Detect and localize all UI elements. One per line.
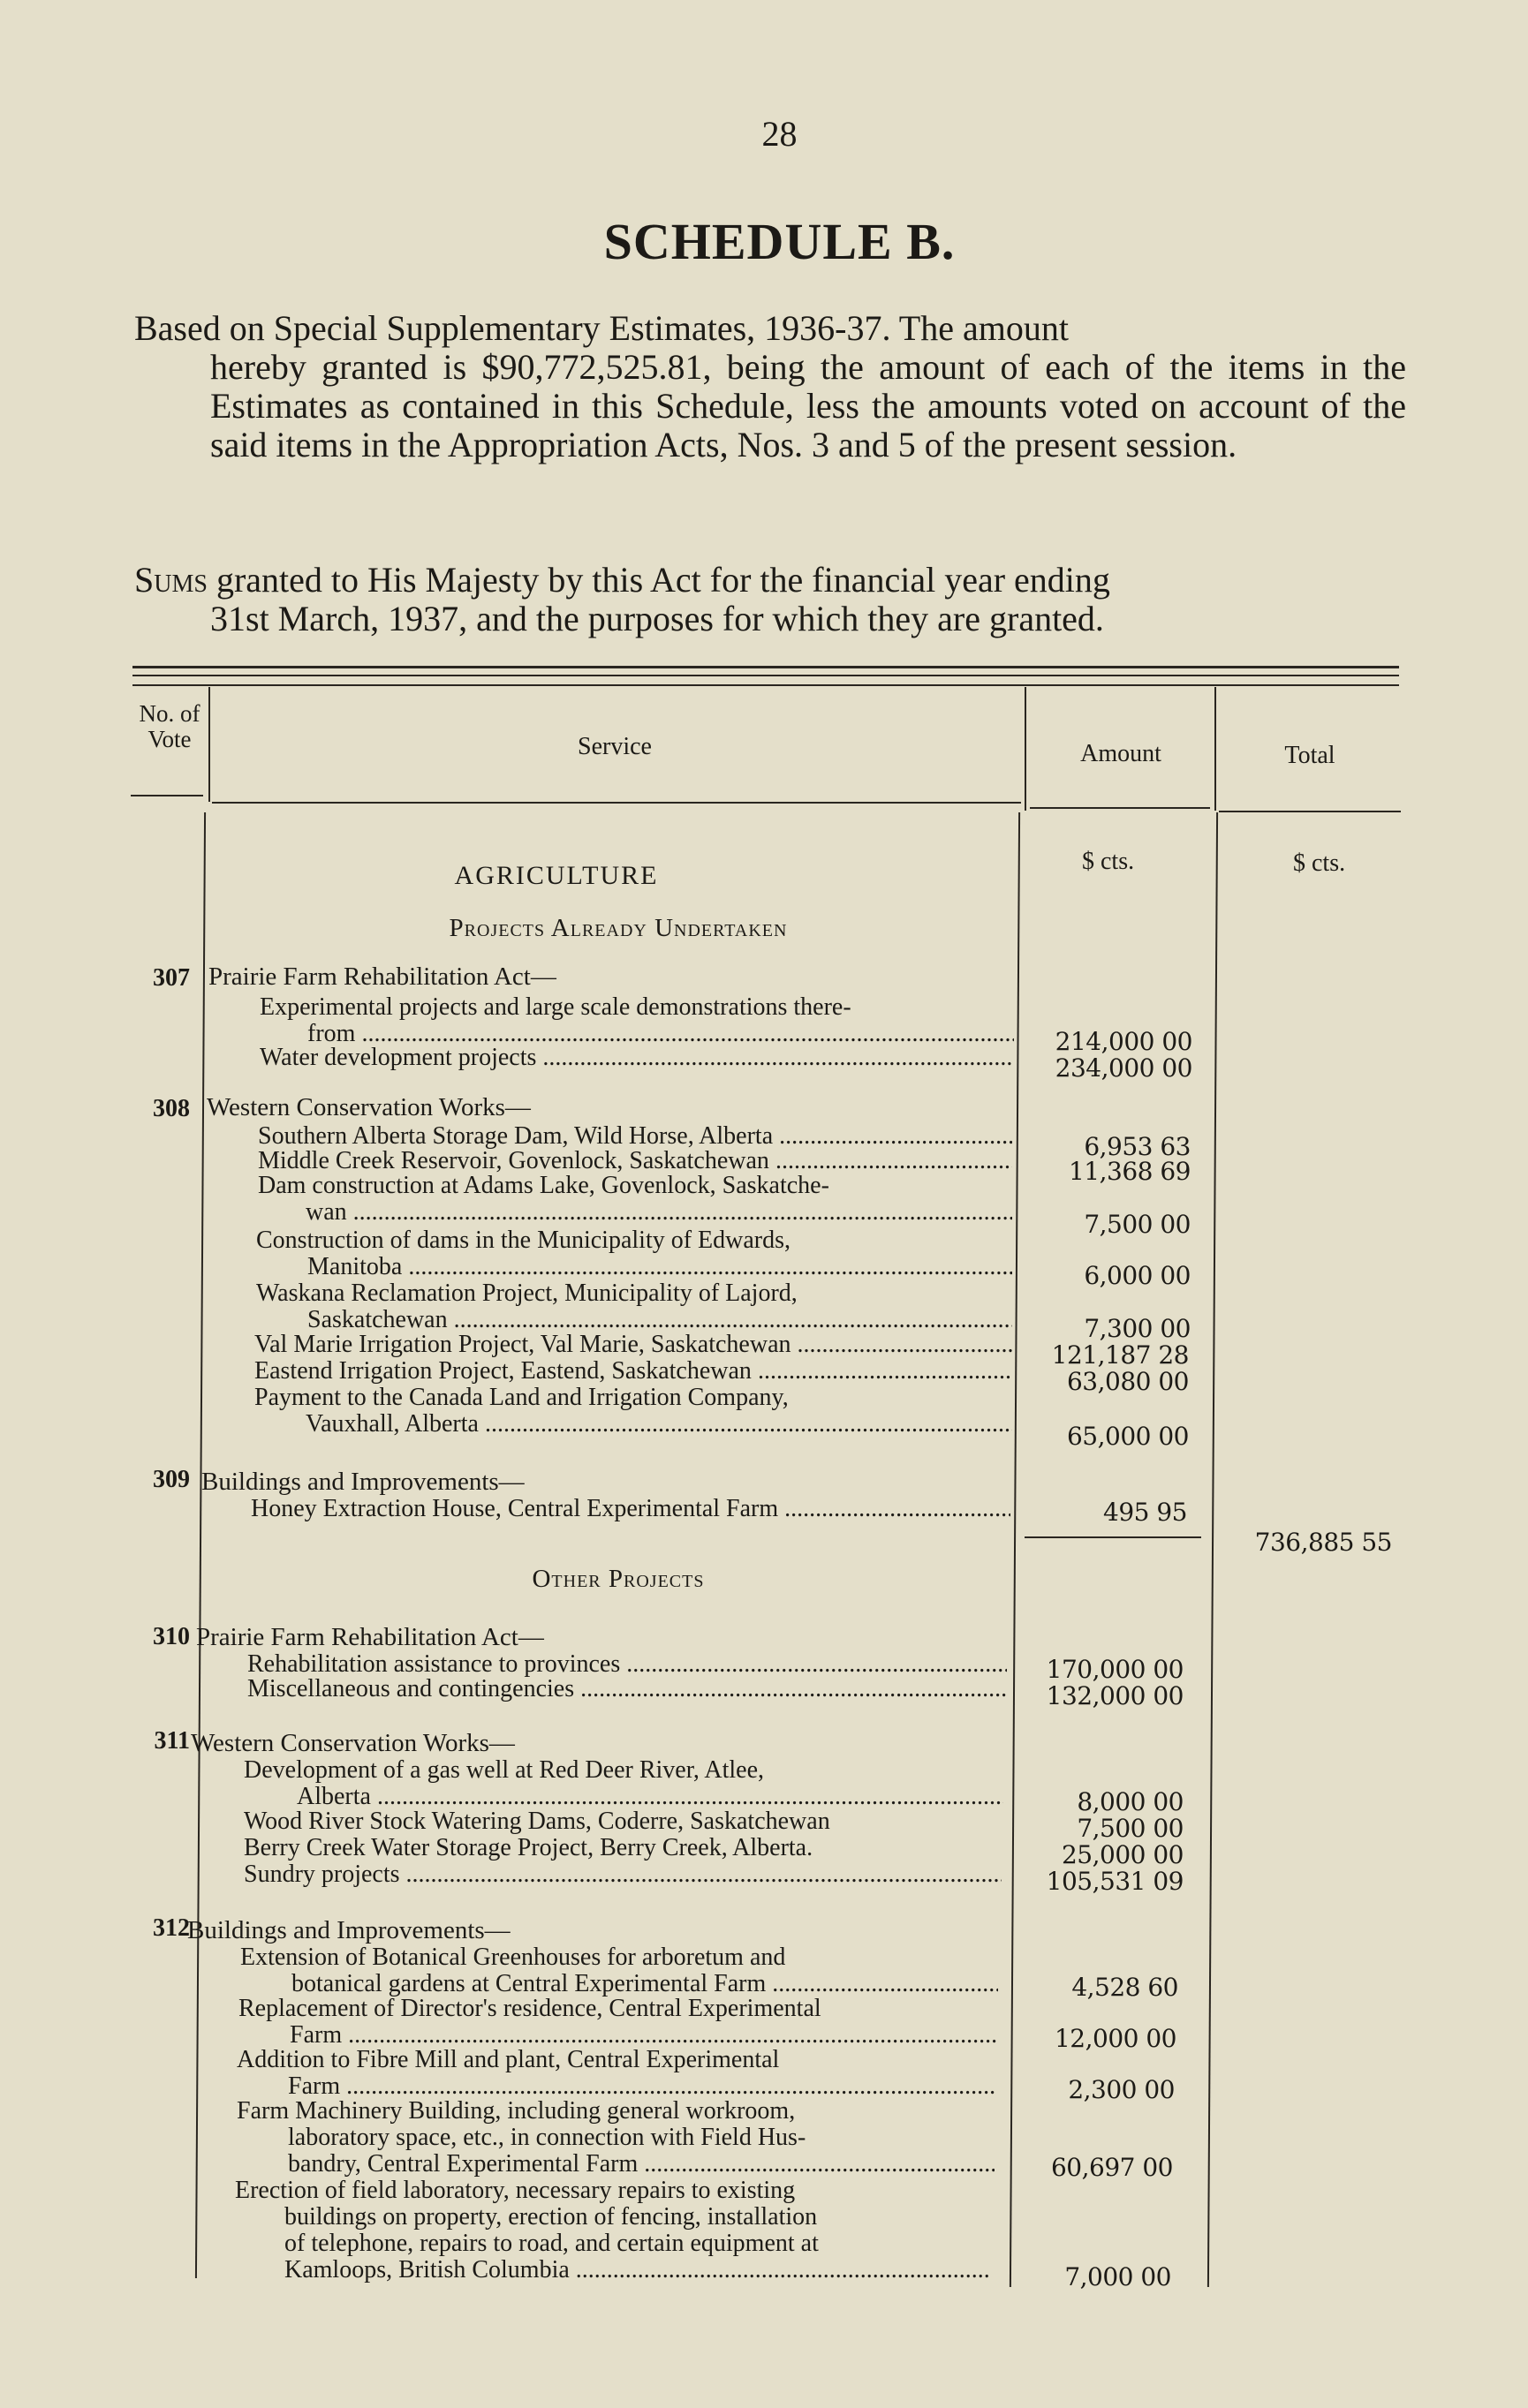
- vote-column-header: No. of Vote: [139, 700, 200, 752]
- item-amount: 11,368 69: [1068, 1157, 1191, 1186]
- item-text: Dam construction at Adams Lake, Govenlock, Saskatche-: [258, 1172, 829, 1199]
- item-amount: 6,000 00: [1084, 1261, 1191, 1290]
- vote-heading: Prairie Farm Rehabilitation Act—: [196, 1623, 544, 1651]
- subtotal-rule: [1025, 1536, 1201, 1538]
- item-amount: 170,000 00: [1046, 1655, 1184, 1684]
- vote-number: 307: [153, 964, 190, 992]
- list-item: [251, 1496, 1010, 1522]
- vote-heading: Buildings and Improvements—: [201, 1468, 525, 1496]
- table-top-rule: [132, 666, 1399, 668]
- item-amount: 7,500 00: [1077, 1814, 1184, 1843]
- item-amount: 60,697 00: [1050, 2153, 1173, 2182]
- item-amount: 214,000 00: [1055, 1027, 1192, 1056]
- table-top-rule-3: [132, 684, 1399, 686]
- item-text: Water development projects .....: [260, 1045, 1014, 1071]
- item-text-cont: Farm .....: [288, 2073, 995, 2100]
- item-text: Experimental projects and large scale demonstrations there-: [260, 993, 851, 1021]
- list-item: [237, 2098, 996, 2178]
- list-item: [244, 1861, 1003, 1888]
- intro-paragraph: [134, 309, 1406, 464]
- item-amount: 4,528 60: [1071, 1973, 1178, 2002]
- header-underline-vote: [131, 795, 203, 796]
- item-text-cont: Manitoba .....: [307, 1254, 1012, 1280]
- item-amount: 65,000 00: [1066, 1422, 1189, 1451]
- list-item: [260, 1045, 1019, 1071]
- list-item: [244, 1757, 1003, 1810]
- item-text: Development of a gas well at Red Deer River, Atlee,: [244, 1756, 765, 1784]
- list-item: [256, 1280, 1016, 1333]
- list-item: [254, 1358, 1014, 1385]
- list-item: [237, 2047, 996, 2100]
- item-text-cont: buildings on property, erection of fencing, installation: [284, 2203, 818, 2231]
- list-item: [254, 1332, 1014, 1358]
- item-amount: 7,300 00: [1084, 1314, 1191, 1343]
- list-item: [247, 1676, 1007, 1702]
- item-text-cont: botanical gardens at Central Experimental Farm .....: [291, 1971, 998, 1997]
- list-item: [238, 1996, 998, 2049]
- item-text: Rehabilitation assistance to provinces .....: [247, 1651, 1007, 1678]
- vote-number: 311: [154, 1727, 190, 1755]
- subsection-heading-1: Projects Already Undertaken: [449, 914, 788, 942]
- section-heading: AGRICULTURE: [454, 861, 659, 890]
- amount-column-header: Amount: [1080, 740, 1161, 767]
- header-underline-amount: [1030, 807, 1210, 809]
- item-text-cont: Kamloops, British Columbia .....: [284, 2257, 991, 2283]
- item-amount: 7,000 00: [1064, 2262, 1171, 2291]
- item-text-cont: Farm .....: [290, 2022, 996, 2049]
- list-item: [235, 2178, 995, 2283]
- list-item: [256, 1227, 1016, 1280]
- subsection-heading-2: Other Projects: [532, 1565, 705, 1593]
- item-text-cont: wan .....: [306, 1199, 1012, 1226]
- item-text: Miscellaneous and contingencies .....: [247, 1676, 1007, 1702]
- vote-heading: Western Conservation Works—: [207, 1093, 531, 1121]
- item-amount: 12,000 00: [1054, 2024, 1176, 2053]
- sums-paragraph: [134, 561, 1406, 638]
- item-text: Construction of dams in the Municipality of Edwards,: [256, 1227, 791, 1254]
- item-text-cont: laboratory space, etc., in connection with Field Hus-: [288, 2124, 806, 2151]
- item-text: Sundry projects .....: [244, 1861, 1002, 1888]
- list-item: [240, 1944, 1000, 1997]
- item-text-cont: Vauxhall, Alberta .....: [306, 1411, 1012, 1438]
- item-amount: 495 95: [1103, 1498, 1187, 1527]
- amount-currency-label: $ cts.: [1082, 848, 1135, 875]
- item-text: Southern Alberta Storage Dam, Wild Horse, Alberta .....: [258, 1123, 1012, 1150]
- vote-heading: Prairie Farm Rehabilitation Act—: [208, 962, 556, 991]
- item-amount: 7,500 00: [1084, 1210, 1191, 1239]
- total-currency-label: $ cts.: [1293, 849, 1346, 877]
- item-amount: 132,000 00: [1046, 1681, 1184, 1710]
- header-underline-total: [1219, 811, 1401, 812]
- list-item: [258, 1173, 1017, 1226]
- header-underline-service: [212, 802, 1021, 804]
- item-text-cont: of telephone, repairs to road, and certain equipment at: [284, 2230, 819, 2257]
- item-text: Extension of Botanical Greenhouses for arboretum and: [240, 1944, 786, 1971]
- item-text: Replacement of Director's residence, Central Experimental: [238, 1995, 821, 2022]
- item-amount: 105,531 09: [1046, 1867, 1184, 1896]
- intro-first-line: Based on Special Supplementary Estimates, 1936-37. The amount: [134, 308, 1069, 348]
- item-text: Wood River Stock Watering Dams, Coderre, Saskatchewan: [244, 1808, 830, 1835]
- item-text-cont: from .....: [307, 1021, 1014, 1047]
- item-text: Payment to the Canada Land and Irrigation Company,: [254, 1384, 789, 1411]
- list-item: [244, 1808, 1003, 1835]
- vote-number: 312: [153, 1914, 190, 1942]
- vote-total: 736,885 55: [1254, 1528, 1392, 1557]
- total-column-header: Total: [1284, 742, 1335, 769]
- item-text: Farm Machinery Building, including general workroom,: [237, 2097, 796, 2125]
- vote-heading: Western Conservation Works—: [191, 1729, 515, 1757]
- table-top-rule-2: [132, 675, 1399, 676]
- item-text: Berry Creek Water Storage Project, Berry Creek, Alberta.: [244, 1834, 813, 1861]
- service-column-header: Service: [578, 733, 652, 760]
- list-item: [258, 1148, 1017, 1174]
- item-amount: 2,300 00: [1068, 2075, 1175, 2104]
- item-text-cont: Alberta .....: [297, 1784, 1003, 1810]
- item-text: Val Marie Irrigation Project, Val Marie, Saskatchewan .....: [254, 1332, 1012, 1358]
- list-item: [247, 1651, 1007, 1678]
- item-text: Erection of field laboratory, necessary repairs to existing: [235, 2177, 796, 2204]
- vote-heading: Buildings and Improvements—: [187, 1916, 511, 1944]
- item-amount: 25,000 00: [1061, 1840, 1184, 1869]
- item-text: Honey Extraction House, Central Experimental Farm .....: [251, 1496, 1010, 1522]
- item-text: Waskana Reclamation Project, Municipality of Lajord,: [256, 1279, 798, 1307]
- body-divider-vote-service: [195, 812, 206, 2278]
- item-amount: 6,953 63: [1084, 1132, 1191, 1161]
- list-item: [244, 1835, 1003, 1861]
- divider-service-amount: [1025, 687, 1026, 811]
- page-title: SCHEDULE B.: [603, 213, 956, 270]
- sums-continuation: 31st March, 1937, and the purposes for which they are granted.: [210, 599, 1104, 638]
- sums-first-line: granted to His Majesty by this Act for the financial year ending: [207, 560, 1110, 600]
- item-amount: 234,000 00: [1055, 1053, 1192, 1083]
- sums-lead: Sums: [134, 560, 208, 600]
- item-text: Addition to Fibre Mill and plant, Central Experimental: [237, 2046, 780, 2073]
- vote-number: 308: [153, 1095, 190, 1122]
- list-item: [254, 1385, 1014, 1438]
- page-number: 28: [761, 114, 798, 154]
- item-text: Middle Creek Reservoir, Govenlock, Saskatchewan .....: [258, 1148, 1012, 1174]
- vote-number: 310: [153, 1623, 190, 1650]
- divider-amount-total: [1214, 687, 1216, 811]
- list-item: [258, 1123, 1017, 1150]
- item-amount: 8,000 00: [1077, 1787, 1184, 1816]
- intro-continuation: hereby granted is $90,772,525.81, being the amount of each of the items in the Estimates as contained in this Schedule, less the amounts voted on account of the said items in the Appropriation Acts, Nos. 3 and 5 of the present session.: [210, 347, 1406, 464]
- item-text-cont: bandry, Central Experimental Farm .....: [288, 2151, 995, 2178]
- list-item: [260, 994, 1019, 1047]
- vote-number: 309: [153, 1466, 190, 1493]
- item-text-cont: Saskatchewan .....: [307, 1307, 1012, 1333]
- item-text: Eastend Irrigation Project, Eastend, Saskatchewan .....: [254, 1358, 1012, 1385]
- item-amount: 121,187 28: [1051, 1340, 1189, 1370]
- item-amount: 63,080 00: [1066, 1367, 1189, 1396]
